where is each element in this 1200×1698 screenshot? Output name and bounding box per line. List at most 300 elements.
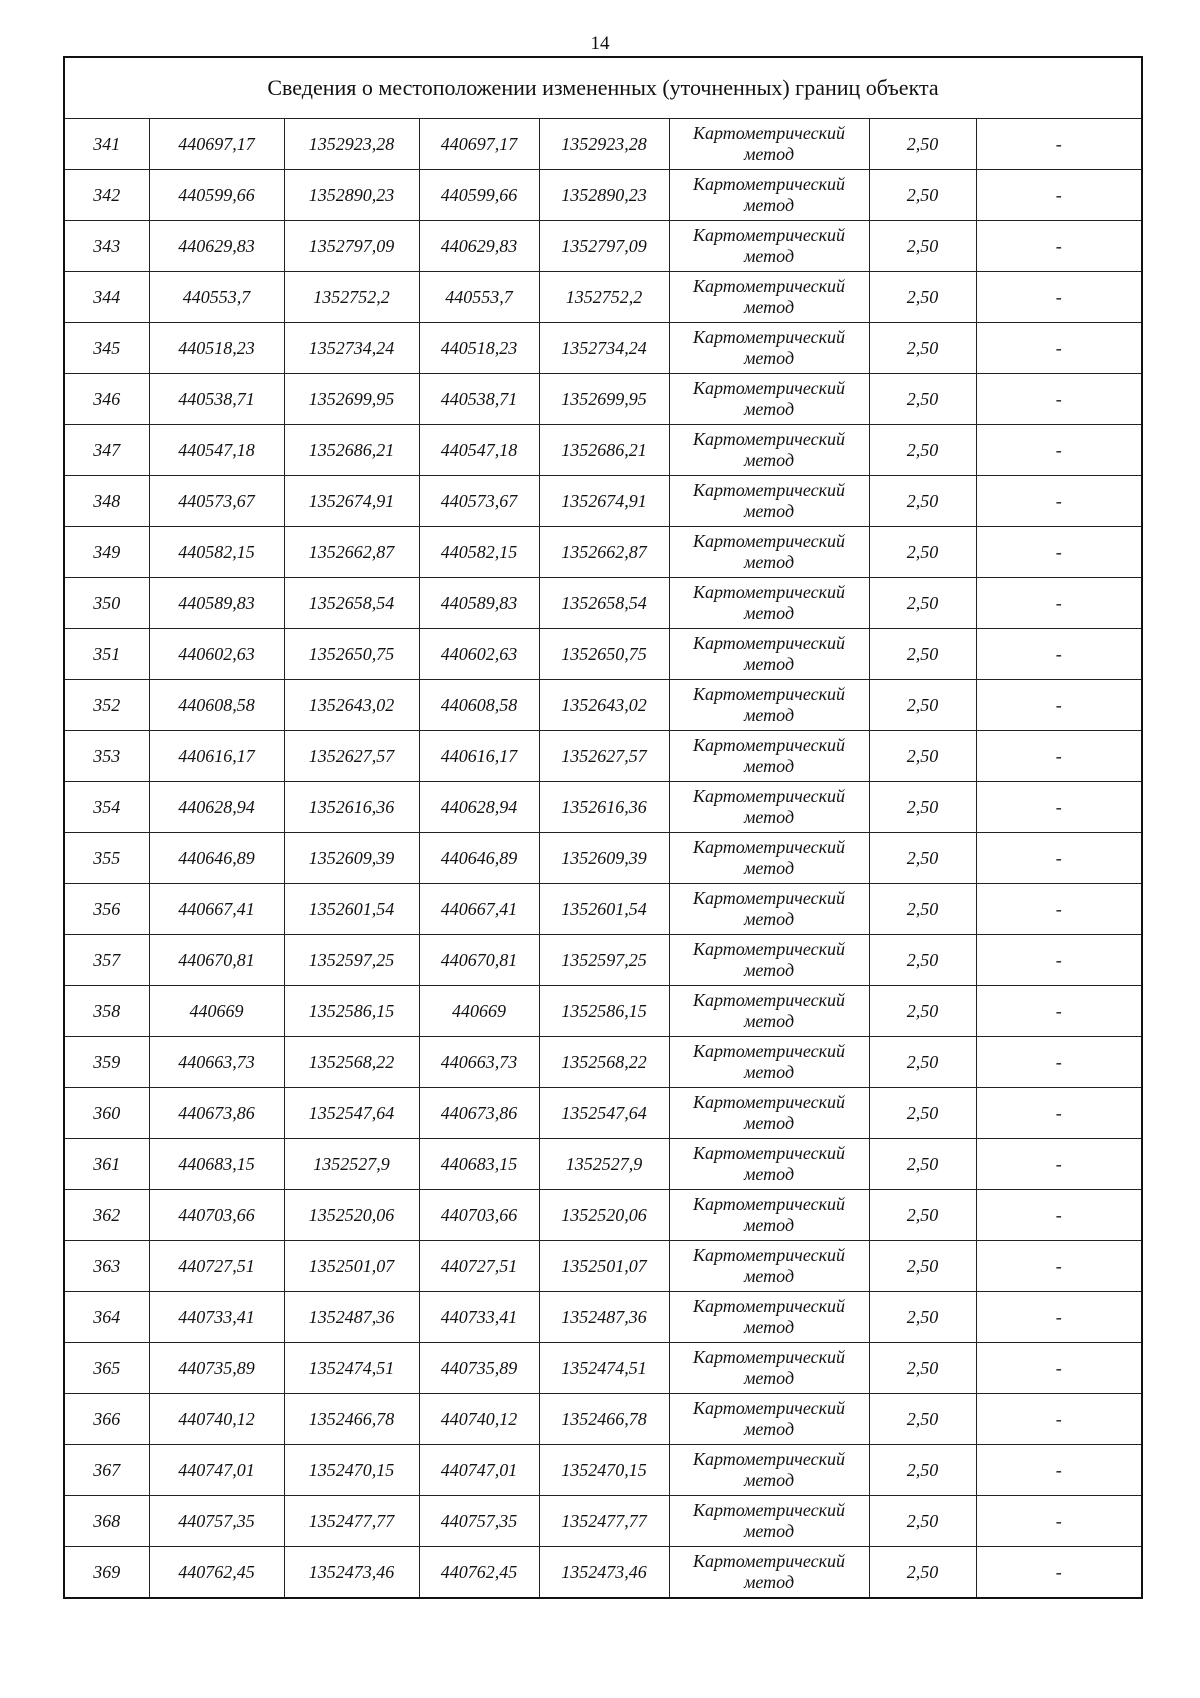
accuracy-value-cell: 2,50 <box>869 272 976 323</box>
table-row <box>64 782 1142 833</box>
method-line-2: метод <box>743 603 795 623</box>
table-row <box>64 221 1142 272</box>
determination-method-cell <box>669 221 869 272</box>
refined-y-cell: 1352466,78 <box>539 1394 669 1445</box>
existing-y-cell: 1352466,78 <box>284 1394 419 1445</box>
point-number-cell: 352 <box>64 680 149 731</box>
point-number-cell: 364 <box>64 1292 149 1343</box>
method-line-1: Картометрический <box>692 1500 845 1520</box>
point-number-cell: 349 <box>64 527 149 578</box>
accuracy-value-cell: 2,50 <box>869 425 976 476</box>
refined-y-cell: 1352650,75 <box>539 629 669 680</box>
determination-method-cell <box>669 425 869 476</box>
determination-method-cell <box>669 986 869 1037</box>
method-line-1: Картометрический <box>692 837 845 857</box>
existing-x-cell: 440616,17 <box>149 731 284 782</box>
point-number-cell: 356 <box>64 884 149 935</box>
note-cell: - <box>976 323 1142 374</box>
determination-method-cell <box>669 323 869 374</box>
point-number-cell: 351 <box>64 629 149 680</box>
refined-x-cell: 440703,66 <box>419 1190 539 1241</box>
method-line-1: Картометрический <box>692 480 845 500</box>
determination-method-cell <box>669 1496 869 1547</box>
existing-x-cell: 440703,66 <box>149 1190 284 1241</box>
existing-x-cell: 440538,71 <box>149 374 284 425</box>
refined-x-cell: 440602,63 <box>419 629 539 680</box>
refined-y-cell: 1352890,23 <box>539 170 669 221</box>
existing-x-cell: 440663,73 <box>149 1037 284 1088</box>
existing-y-cell: 1352797,09 <box>284 221 419 272</box>
note-cell: - <box>976 119 1142 170</box>
table-row <box>64 1547 1142 1599</box>
accuracy-value-cell: 2,50 <box>869 578 976 629</box>
determination-method-cell <box>669 374 869 425</box>
determination-method-cell <box>669 476 869 527</box>
refined-x-cell: 440667,41 <box>419 884 539 935</box>
note-cell: - <box>976 374 1142 425</box>
method-line-2: метод <box>743 1572 795 1592</box>
method-line-2: метод <box>743 807 795 827</box>
determination-method-cell <box>669 731 869 782</box>
table-body <box>64 119 1142 1599</box>
method-line-2: метод <box>743 195 795 215</box>
table-row <box>64 1241 1142 1292</box>
method-line-2: метод <box>743 654 795 674</box>
refined-y-cell: 1352658,54 <box>539 578 669 629</box>
method-line-2: метод <box>743 450 795 470</box>
note-cell: - <box>976 986 1142 1037</box>
page-number: 14 <box>590 33 610 54</box>
existing-x-cell: 440602,63 <box>149 629 284 680</box>
determination-method-cell <box>669 1445 869 1496</box>
refined-y-cell: 1352627,57 <box>539 731 669 782</box>
method-line-1: Картометрический <box>692 888 845 908</box>
refined-y-cell: 1352470,15 <box>539 1445 669 1496</box>
existing-y-cell: 1352923,28 <box>284 119 419 170</box>
accuracy-value-cell: 2,50 <box>869 1190 976 1241</box>
note-cell: - <box>976 1037 1142 1088</box>
note-cell: - <box>976 1547 1142 1599</box>
point-number-cell: 354 <box>64 782 149 833</box>
existing-x-cell: 440547,18 <box>149 425 284 476</box>
method-line-1: Картометрический <box>692 1347 845 1367</box>
existing-y-cell: 1352501,07 <box>284 1241 419 1292</box>
method-line-1: Картометрический <box>692 1041 845 1061</box>
accuracy-value-cell: 2,50 <box>869 1445 976 1496</box>
refined-x-cell: 440762,45 <box>419 1547 539 1599</box>
method-line-1: Картометрический <box>692 276 845 296</box>
note-cell: - <box>976 272 1142 323</box>
note-cell: - <box>976 782 1142 833</box>
method-line-1: Картометрический <box>692 1245 845 1265</box>
method-line-2: метод <box>743 552 795 572</box>
point-number-cell: 347 <box>64 425 149 476</box>
method-line-1: Картометрический <box>692 174 845 194</box>
existing-y-cell: 1352527,9 <box>284 1139 419 1190</box>
existing-y-cell: 1352474,51 <box>284 1343 419 1394</box>
table-row <box>64 119 1142 170</box>
refined-x-cell: 440608,58 <box>419 680 539 731</box>
existing-x-cell: 440628,94 <box>149 782 284 833</box>
determination-method-cell <box>669 527 869 578</box>
existing-y-cell: 1352473,46 <box>284 1547 419 1599</box>
note-cell: - <box>976 1292 1142 1343</box>
refined-x-cell: 440740,12 <box>419 1394 539 1445</box>
determination-method-cell <box>669 1088 869 1139</box>
accuracy-value-cell: 2,50 <box>869 374 976 425</box>
note-cell: - <box>976 1496 1142 1547</box>
note-cell: - <box>976 1445 1142 1496</box>
refined-y-cell: 1352674,91 <box>539 476 669 527</box>
determination-method-cell <box>669 272 869 323</box>
refined-x-cell: 440589,83 <box>419 578 539 629</box>
method-line-2: метод <box>743 246 795 266</box>
point-number-cell: 368 <box>64 1496 149 1547</box>
note-cell: - <box>976 935 1142 986</box>
existing-y-cell: 1352601,54 <box>284 884 419 935</box>
existing-y-cell: 1352699,95 <box>284 374 419 425</box>
existing-x-cell: 440727,51 <box>149 1241 284 1292</box>
point-number-cell: 359 <box>64 1037 149 1088</box>
accuracy-value-cell: 2,50 <box>869 119 976 170</box>
existing-x-cell: 440518,23 <box>149 323 284 374</box>
method-line-1: Картометрический <box>692 684 845 704</box>
existing-x-cell: 440757,35 <box>149 1496 284 1547</box>
refined-x-cell: 440669 <box>419 986 539 1037</box>
existing-x-cell: 440762,45 <box>149 1547 284 1599</box>
method-line-2: метод <box>743 705 795 725</box>
method-line-2: метод <box>743 1266 795 1286</box>
point-number-cell: 358 <box>64 986 149 1037</box>
note-cell: - <box>976 1190 1142 1241</box>
method-line-2: метод <box>743 1368 795 1388</box>
existing-x-cell: 440599,66 <box>149 170 284 221</box>
method-line-2: метод <box>743 399 795 419</box>
determination-method-cell <box>669 680 869 731</box>
method-line-2: метод <box>743 960 795 980</box>
accuracy-value-cell: 2,50 <box>869 323 976 374</box>
table-row <box>64 1088 1142 1139</box>
refined-y-cell: 1352586,15 <box>539 986 669 1037</box>
refined-x-cell: 440735,89 <box>419 1343 539 1394</box>
refined-y-cell: 1352520,06 <box>539 1190 669 1241</box>
accuracy-value-cell: 2,50 <box>869 986 976 1037</box>
existing-y-cell: 1352609,39 <box>284 833 419 884</box>
accuracy-value-cell: 2,50 <box>869 731 976 782</box>
note-cell: - <box>976 731 1142 782</box>
accuracy-value-cell: 2,50 <box>869 884 976 935</box>
existing-y-cell: 1352547,64 <box>284 1088 419 1139</box>
table-row <box>64 272 1142 323</box>
accuracy-value-cell: 2,50 <box>869 1241 976 1292</box>
existing-y-cell: 1352597,25 <box>284 935 419 986</box>
table-row <box>64 1394 1142 1445</box>
accuracy-value-cell: 2,50 <box>869 1343 976 1394</box>
refined-x-cell: 440727,51 <box>419 1241 539 1292</box>
method-line-1: Картометрический <box>692 990 845 1010</box>
determination-method-cell <box>669 884 869 935</box>
accuracy-value-cell: 2,50 <box>869 1088 976 1139</box>
refined-x-cell: 440547,18 <box>419 425 539 476</box>
refined-y-cell: 1352547,64 <box>539 1088 669 1139</box>
method-line-2: метод <box>743 1164 795 1184</box>
table-row <box>64 680 1142 731</box>
existing-y-cell: 1352752,2 <box>284 272 419 323</box>
method-line-1: Картометрический <box>692 1551 845 1571</box>
method-line-1: Картометрический <box>692 429 845 449</box>
method-line-2: метод <box>743 1215 795 1235</box>
refined-x-cell: 440628,94 <box>419 782 539 833</box>
method-line-1: Картометрический <box>692 1092 845 1112</box>
table-row <box>64 1190 1142 1241</box>
method-line-2: метод <box>743 1062 795 1082</box>
refined-y-cell: 1352616,36 <box>539 782 669 833</box>
refined-x-cell: 440629,83 <box>419 221 539 272</box>
point-number-cell: 363 <box>64 1241 149 1292</box>
table-row <box>64 425 1142 476</box>
refined-x-cell: 440582,15 <box>419 527 539 578</box>
existing-y-cell: 1352686,21 <box>284 425 419 476</box>
existing-y-cell: 1352520,06 <box>284 1190 419 1241</box>
accuracy-value-cell: 2,50 <box>869 1496 976 1547</box>
table-row <box>64 170 1142 221</box>
existing-y-cell: 1352734,24 <box>284 323 419 374</box>
determination-method-cell <box>669 1037 869 1088</box>
method-line-1: Картометрический <box>692 531 845 551</box>
method-line-1: Картометрический <box>692 582 845 602</box>
method-line-2: метод <box>743 756 795 776</box>
method-line-2: метод <box>743 1317 795 1337</box>
refined-y-cell: 1352923,28 <box>539 119 669 170</box>
note-cell: - <box>976 476 1142 527</box>
table-row <box>64 1343 1142 1394</box>
note-cell: - <box>976 1343 1142 1394</box>
refined-x-cell: 440573,67 <box>419 476 539 527</box>
point-number-cell: 367 <box>64 1445 149 1496</box>
determination-method-cell <box>669 1547 869 1599</box>
table-row <box>64 578 1142 629</box>
refined-y-cell: 1352797,09 <box>539 221 669 272</box>
existing-x-cell: 440740,12 <box>149 1394 284 1445</box>
determination-method-cell <box>669 170 869 221</box>
method-line-2: метод <box>743 1419 795 1439</box>
table-row <box>64 1037 1142 1088</box>
boundary-coordinates-table <box>63 56 1143 1599</box>
table-row <box>64 1292 1142 1343</box>
existing-x-cell: 440733,41 <box>149 1292 284 1343</box>
existing-y-cell: 1352674,91 <box>284 476 419 527</box>
existing-y-cell: 1352627,57 <box>284 731 419 782</box>
existing-x-cell: 440747,01 <box>149 1445 284 1496</box>
existing-x-cell: 440673,86 <box>149 1088 284 1139</box>
refined-y-cell: 1352501,07 <box>539 1241 669 1292</box>
point-number-cell: 365 <box>64 1343 149 1394</box>
determination-method-cell <box>669 833 869 884</box>
refined-x-cell: 440616,17 <box>419 731 539 782</box>
refined-y-cell: 1352699,95 <box>539 374 669 425</box>
method-line-1: Картометрический <box>692 1296 845 1316</box>
point-number-cell: 348 <box>64 476 149 527</box>
existing-x-cell: 440667,41 <box>149 884 284 935</box>
note-cell: - <box>976 170 1142 221</box>
existing-x-cell: 440735,89 <box>149 1343 284 1394</box>
table-row <box>64 323 1142 374</box>
accuracy-value-cell: 2,50 <box>869 629 976 680</box>
existing-x-cell: 440608,58 <box>149 680 284 731</box>
point-number-cell: 362 <box>64 1190 149 1241</box>
table-row <box>64 629 1142 680</box>
accuracy-value-cell: 2,50 <box>869 1394 976 1445</box>
note-cell: - <box>976 629 1142 680</box>
refined-y-cell: 1352609,39 <box>539 833 669 884</box>
refined-y-cell: 1352474,51 <box>539 1343 669 1394</box>
refined-y-cell: 1352686,21 <box>539 425 669 476</box>
refined-x-cell: 440673,86 <box>419 1088 539 1139</box>
existing-x-cell: 440683,15 <box>149 1139 284 1190</box>
determination-method-cell <box>669 1394 869 1445</box>
refined-y-cell: 1352473,46 <box>539 1547 669 1599</box>
refined-y-cell: 1352643,02 <box>539 680 669 731</box>
table-row <box>64 884 1142 935</box>
method-line-1: Картометрический <box>692 735 845 755</box>
method-line-1: Картометрический <box>692 786 845 806</box>
method-line-2: метод <box>743 1011 795 1031</box>
accuracy-value-cell: 2,50 <box>869 833 976 884</box>
refined-y-cell: 1352527,9 <box>539 1139 669 1190</box>
accuracy-value-cell: 2,50 <box>869 680 976 731</box>
note-cell: - <box>976 425 1142 476</box>
point-number-cell: 357 <box>64 935 149 986</box>
existing-x-cell: 440646,89 <box>149 833 284 884</box>
existing-x-cell: 440670,81 <box>149 935 284 986</box>
existing-x-cell: 440553,7 <box>149 272 284 323</box>
point-number-cell: 345 <box>64 323 149 374</box>
existing-y-cell: 1352643,02 <box>284 680 419 731</box>
method-line-2: метод <box>743 144 795 164</box>
refined-y-cell: 1352597,25 <box>539 935 669 986</box>
point-number-cell: 360 <box>64 1088 149 1139</box>
refined-x-cell: 440670,81 <box>419 935 539 986</box>
refined-x-cell: 440747,01 <box>419 1445 539 1496</box>
existing-x-cell: 440582,15 <box>149 527 284 578</box>
table-row <box>64 1496 1142 1547</box>
point-number-cell: 344 <box>64 272 149 323</box>
method-line-1: Картометрический <box>692 1398 845 1418</box>
table-title: Сведения о местоположении измененных (уточненных) границ объекта <box>64 57 1142 119</box>
point-number-cell: 341 <box>64 119 149 170</box>
refined-y-cell: 1352752,2 <box>539 272 669 323</box>
method-line-1: Картометрический <box>692 939 845 959</box>
method-line-2: метод <box>743 501 795 521</box>
method-line-2: метод <box>743 909 795 929</box>
existing-y-cell: 1352470,15 <box>284 1445 419 1496</box>
method-line-1: Картометрический <box>692 123 845 143</box>
method-line-2: метод <box>743 1470 795 1490</box>
table-row <box>64 833 1142 884</box>
existing-x-cell: 440589,83 <box>149 578 284 629</box>
method-line-2: метод <box>743 348 795 368</box>
method-line-2: метод <box>743 1113 795 1133</box>
method-line-2: метод <box>743 858 795 878</box>
refined-x-cell: 440646,89 <box>419 833 539 884</box>
note-cell: - <box>976 1241 1142 1292</box>
refined-x-cell: 440733,41 <box>419 1292 539 1343</box>
determination-method-cell <box>669 629 869 680</box>
existing-x-cell: 440629,83 <box>149 221 284 272</box>
refined-y-cell: 1352734,24 <box>539 323 669 374</box>
existing-x-cell: 440573,67 <box>149 476 284 527</box>
refined-y-cell: 1352477,77 <box>539 1496 669 1547</box>
refined-x-cell: 440683,15 <box>419 1139 539 1190</box>
note-cell: - <box>976 1139 1142 1190</box>
existing-y-cell: 1352662,87 <box>284 527 419 578</box>
refined-x-cell: 440697,17 <box>419 119 539 170</box>
point-number-cell: 369 <box>64 1547 149 1599</box>
accuracy-value-cell: 2,50 <box>869 1547 976 1599</box>
table-row <box>64 731 1142 782</box>
point-number-cell: 350 <box>64 578 149 629</box>
refined-y-cell: 1352487,36 <box>539 1292 669 1343</box>
method-line-2: метод <box>743 1521 795 1541</box>
refined-x-cell: 440538,71 <box>419 374 539 425</box>
refined-x-cell: 440663,73 <box>419 1037 539 1088</box>
accuracy-value-cell: 2,50 <box>869 1037 976 1088</box>
table-row <box>64 1139 1142 1190</box>
method-line-1: Картометрический <box>692 1449 845 1469</box>
determination-method-cell <box>669 782 869 833</box>
existing-y-cell: 1352658,54 <box>284 578 419 629</box>
method-line-1: Картометрический <box>692 225 845 245</box>
refined-y-cell: 1352568,22 <box>539 1037 669 1088</box>
point-number-cell: 366 <box>64 1394 149 1445</box>
existing-x-cell: 440669 <box>149 986 284 1037</box>
refined-x-cell: 440518,23 <box>419 323 539 374</box>
accuracy-value-cell: 2,50 <box>869 1139 976 1190</box>
determination-method-cell <box>669 1292 869 1343</box>
determination-method-cell <box>669 578 869 629</box>
method-line-1: Картометрический <box>692 378 845 398</box>
method-line-1: Картометрический <box>692 1194 845 1214</box>
accuracy-value-cell: 2,50 <box>869 527 976 578</box>
table-row <box>64 527 1142 578</box>
table-row <box>64 374 1142 425</box>
determination-method-cell <box>669 1343 869 1394</box>
refined-x-cell: 440553,7 <box>419 272 539 323</box>
accuracy-value-cell: 2,50 <box>869 170 976 221</box>
point-number-cell: 346 <box>64 374 149 425</box>
accuracy-value-cell: 2,50 <box>869 221 976 272</box>
existing-y-cell: 1352477,77 <box>284 1496 419 1547</box>
note-cell: - <box>976 221 1142 272</box>
table-row <box>64 935 1142 986</box>
point-number-cell: 342 <box>64 170 149 221</box>
table-row <box>64 986 1142 1037</box>
existing-y-cell: 1352616,36 <box>284 782 419 833</box>
note-cell: - <box>976 680 1142 731</box>
accuracy-value-cell: 2,50 <box>869 476 976 527</box>
note-cell: - <box>976 1394 1142 1445</box>
point-number-cell: 353 <box>64 731 149 782</box>
determination-method-cell <box>669 119 869 170</box>
determination-method-cell <box>669 1190 869 1241</box>
existing-y-cell: 1352568,22 <box>284 1037 419 1088</box>
method-line-2: метод <box>743 297 795 317</box>
point-number-cell: 361 <box>64 1139 149 1190</box>
note-cell: - <box>976 833 1142 884</box>
determination-method-cell <box>669 1139 869 1190</box>
note-cell: - <box>976 884 1142 935</box>
note-cell: - <box>976 1088 1142 1139</box>
